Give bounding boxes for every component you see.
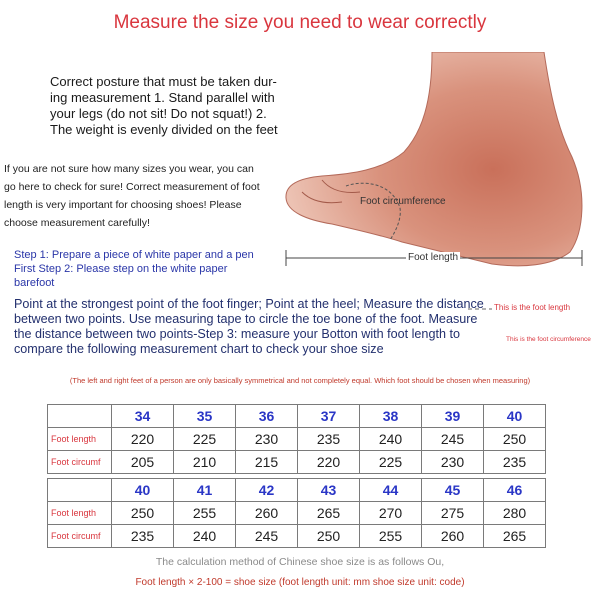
value-cell: 280 <box>484 502 546 525</box>
size-cell: 39 <box>422 405 484 428</box>
size-cell: 43 <box>298 479 360 502</box>
value-cell: 245 <box>422 428 484 451</box>
size-cell: 45 <box>422 479 484 502</box>
value-cell: 245 <box>236 525 298 548</box>
value-cell: 230 <box>422 451 484 474</box>
size-table-40-46 <box>47 478 546 548</box>
value-cell: 275 <box>422 502 484 525</box>
this-is-foot-length-label: This is the foot length <box>494 303 571 312</box>
size-cell: 36 <box>236 405 298 428</box>
measurement-note: If you are not sure how many sizes you wear, you can go here to check for sure! Correct measurement of foot length is very important for choosing shoes! Please choose measurement carefully! <box>4 163 260 229</box>
size-cell: 44 <box>360 479 422 502</box>
corner-cell <box>48 405 112 428</box>
foot-length-row <box>48 502 546 525</box>
size-table-34-40 <box>47 404 546 474</box>
value-cell: 225 <box>174 428 236 451</box>
size-header-row <box>48 405 546 428</box>
foot-length-label: Foot length <box>408 252 459 263</box>
row-label: Foot length <box>48 502 112 525</box>
value-cell: 220 <box>298 451 360 474</box>
size-header-row <box>48 479 546 502</box>
symmetry-warning: (The left and right feet of a person are only basically symmetrical and not completely equal. Which foot should be chosen when measuring) <box>69 376 531 385</box>
foot-illustration <box>282 52 600 322</box>
value-cell: 225 <box>360 451 422 474</box>
calculation-note: The calculation method of Chinese shoe size is as follows Ou, <box>155 556 445 568</box>
value-cell: 210 <box>174 451 236 474</box>
size-cell: 35 <box>174 405 236 428</box>
foot-shape <box>286 52 582 266</box>
value-cell: 250 <box>298 525 360 548</box>
value-cell: 265 <box>484 525 546 548</box>
size-cell: 34 <box>112 405 174 428</box>
value-cell: 240 <box>174 525 236 548</box>
foot-circumference-row <box>48 525 546 548</box>
foot-circumference-row <box>48 451 546 474</box>
value-cell: 220 <box>112 428 174 451</box>
size-cell: 42 <box>236 479 298 502</box>
size-cell: 38 <box>360 405 422 428</box>
size-cell: 46 <box>484 479 546 502</box>
value-cell: 240 <box>360 428 422 451</box>
value-cell: 265 <box>298 502 360 525</box>
value-cell: 255 <box>174 502 236 525</box>
size-cell: 40 <box>484 405 546 428</box>
value-cell: 205 <box>112 451 174 474</box>
value-cell: 270 <box>360 502 422 525</box>
value-cell: 250 <box>112 502 174 525</box>
row-label: Foot circumf <box>48 525 112 548</box>
value-cell: 255 <box>360 525 422 548</box>
value-cell: 260 <box>236 502 298 525</box>
value-cell: 235 <box>112 525 174 548</box>
size-formula: Foot length × 2-100 = shoe size (foot length unit: mm shoe size unit: code) <box>135 577 465 588</box>
size-cell: 41 <box>174 479 236 502</box>
value-cell: 250 <box>484 428 546 451</box>
foot-length-row <box>48 428 546 451</box>
value-cell: 230 <box>236 428 298 451</box>
value-cell: 215 <box>236 451 298 474</box>
measurement-instructions: Point at the strongest point of the foot finger; Point at the heel; Measure the distance between two points. Use measuring tape to circle the toe bone of the foot. Measure the distance between two points-Step 3: measure your Botton with foot length to compare the following measurement chart to check your shoe size <box>14 297 484 356</box>
row-label: Foot circumf <box>48 451 112 474</box>
size-cell: 37 <box>298 405 360 428</box>
row-label: Foot length <box>48 428 112 451</box>
value-cell: 235 <box>484 451 546 474</box>
value-cell: 235 <box>298 428 360 451</box>
step-one-text: Step 1: Prepare a piece of white paper and a pen First Step 2: Please step on the white paper barefoot <box>14 249 254 289</box>
corner-cell <box>48 479 112 502</box>
foot-circumference-label: Foot circumference <box>360 196 446 207</box>
value-cell: 260 <box>422 525 484 548</box>
this-is-foot-circumference-label: This is the foot circumference <box>506 336 591 343</box>
page-title: Measure the size you need to wear correctly <box>113 12 487 33</box>
size-cell: 40 <box>112 479 174 502</box>
posture-instructions: Correct posture that must be taken dur-ing measurement 1. Stand parallel with your legs (do not sit! Do not squat!) 2. The weight is evenly divided on the feet <box>50 74 278 137</box>
